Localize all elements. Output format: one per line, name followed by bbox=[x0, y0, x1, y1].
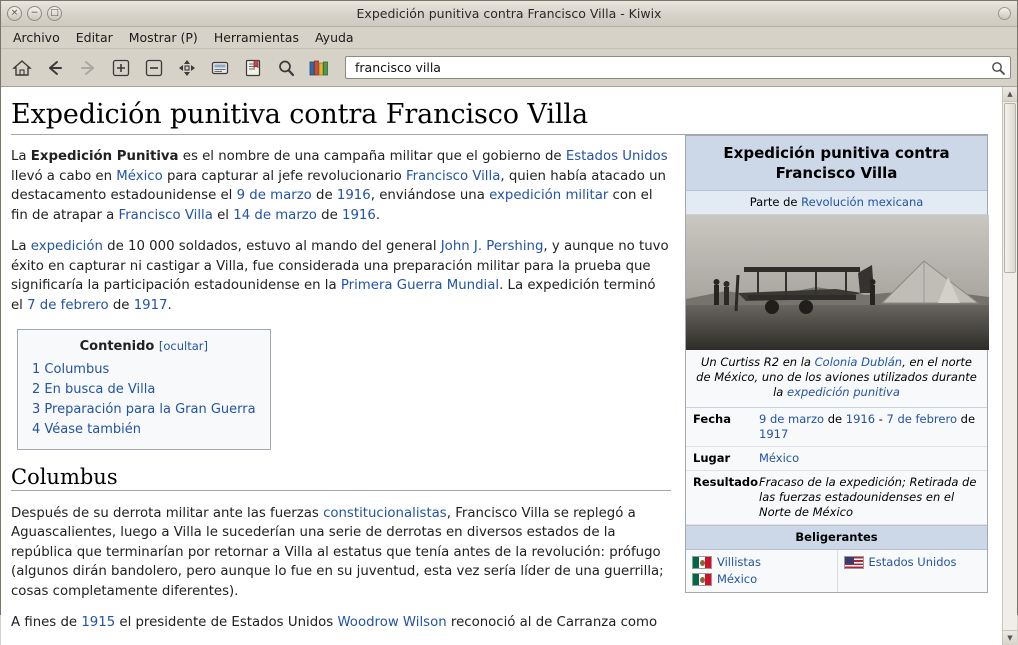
toc-link-en-busca-de-villa[interactable] bbox=[32, 382, 155, 397]
search-input-icon[interactable] bbox=[990, 60, 1006, 76]
table-of-contents bbox=[17, 329, 271, 450]
paragraph-columbus-1 bbox=[11, 504, 671, 602]
infobox-value-fecha bbox=[756, 408, 987, 446]
toc-item-label: En busca de Villa bbox=[44, 382, 156, 397]
toc-link-vease-tambien[interactable] bbox=[32, 422, 141, 437]
home-icon[interactable] bbox=[7, 53, 37, 83]
back-arrow-icon[interactable] bbox=[40, 53, 70, 83]
lead-term: Expedición Punitiva bbox=[30, 149, 179, 164]
infobox-side-right bbox=[837, 550, 988, 592]
infobox-image bbox=[686, 215, 987, 350]
belligerent-entry bbox=[844, 555, 982, 570]
bookmark-icon[interactable] bbox=[238, 53, 268, 83]
toc-item-number: 3 bbox=[32, 402, 41, 417]
fullscreen-icon[interactable] bbox=[172, 53, 202, 83]
paragraph-intro-2 bbox=[11, 237, 671, 315]
search-box[interactable] bbox=[345, 56, 1011, 79]
infobox-title: Expedición punitiva contra Francisco Villa bbox=[686, 136, 987, 191]
vertical-scrollbar[interactable] bbox=[1002, 87, 1017, 645]
article-page bbox=[1, 87, 1002, 645]
link-woodrow-wilson[interactable]: Woodrow Wilson bbox=[337, 615, 447, 630]
search-toolbar-icon[interactable] bbox=[271, 53, 301, 83]
scroll-thumb[interactable] bbox=[1004, 103, 1016, 273]
text: La bbox=[11, 149, 31, 164]
menu-ayuda[interactable] bbox=[307, 27, 362, 48]
paragraph-intro-1 bbox=[11, 147, 671, 225]
toc-item bbox=[32, 420, 256, 439]
link-fecha-fin-dia[interactable]: 7 de febrero bbox=[886, 412, 957, 426]
link-john-j-pershing[interactable]: John J. Pershing bbox=[440, 239, 544, 254]
link-francisco-villa-2[interactable]: Francisco Villa bbox=[118, 207, 213, 223]
text: de bbox=[311, 188, 337, 203]
infobox-label-resultado: Resultado bbox=[693, 475, 759, 489]
menu-mostrar[interactable] bbox=[121, 27, 206, 48]
text: de bbox=[108, 297, 134, 313]
toc-item bbox=[32, 400, 256, 419]
minimize-window-button[interactable]: − bbox=[27, 6, 42, 21]
toc-item-number: 1 bbox=[32, 362, 41, 377]
text: , y aunque no tuvo éxito en capturar ni castigar a Villa, fue considerada una preparación militar para la prueba que significaría la participación estadounidense en la bbox=[11, 239, 669, 293]
text: de bbox=[957, 412, 976, 426]
maximize-window-button[interactable]: □ bbox=[47, 6, 62, 21]
infobox-row-fecha bbox=[686, 408, 987, 447]
infobox bbox=[685, 135, 988, 593]
text: , Francisco Villa se replegó a Aguascalientes, luego a Villa le sucederían una serie de derrotas en diversos estados de la república que terminarían por retornar a Villa al estatus que tenía antes de la revolución: prófugo (algunos dirán bandolero, pero aunque lo fue en su juventud, esta vez sería líder de una guerrilla; cosas completamente diferentes). bbox=[11, 505, 664, 599]
link-mexico[interactable]: México bbox=[116, 168, 163, 184]
link-fecha-inicio-anio[interactable]: 1916 bbox=[845, 412, 876, 426]
belligerent-entry bbox=[692, 555, 831, 570]
menu-mostrar-label: Mostrar (P) bbox=[128, 30, 198, 45]
article-body bbox=[11, 147, 671, 645]
text: . La expedición terminó el bbox=[11, 278, 656, 313]
infobox-label-fecha: Fecha bbox=[693, 412, 731, 426]
library-icon[interactable] bbox=[304, 53, 334, 83]
scroll-down-button[interactable]: ▼ bbox=[1003, 630, 1017, 645]
section-divider bbox=[11, 490, 671, 491]
infobox-value-resultado: Fracaso de la expedición; Retirada de las fuerzas estadounidenses en el Norte de México bbox=[759, 475, 977, 519]
link-1916-2[interactable]: 1916 bbox=[342, 207, 376, 223]
text: , enviándose una bbox=[370, 188, 490, 203]
paragraph-columbus-2 bbox=[11, 613, 671, 633]
infobox-subtitle-prefix: Parte de bbox=[749, 195, 802, 209]
title-bar bbox=[1, 1, 1017, 27]
infobox-belligerents bbox=[686, 550, 987, 592]
link-mexico-beligerante[interactable]: México bbox=[717, 572, 758, 586]
toc-item bbox=[32, 360, 256, 379]
text: . bbox=[375, 207, 381, 223]
text: es el nombre de una campaña militar que el gobierno de bbox=[178, 149, 566, 164]
scroll-up-button[interactable]: ▲ bbox=[1003, 87, 1017, 102]
infobox-side-left bbox=[686, 550, 837, 592]
link-constitucionalistas[interactable]: constitucionalistas bbox=[323, 505, 447, 521]
window-controls bbox=[7, 6, 62, 21]
infobox-belligerents-header: Beligerantes bbox=[686, 525, 987, 550]
text: de 10 000 soldados, estuvo al mando del general bbox=[102, 239, 441, 254]
menu-editar-label: Editar bbox=[75, 30, 113, 45]
random-article-icon[interactable] bbox=[205, 53, 235, 83]
menu-archivo-label: Archivo bbox=[13, 30, 60, 45]
link-villistas[interactable]: Villistas bbox=[717, 555, 761, 569]
link-francisco-villa[interactable]: Francisco Villa bbox=[405, 168, 501, 184]
text: , en el norte de México, uno de los aviones utilizados durante la bbox=[696, 355, 977, 399]
text: - bbox=[875, 412, 887, 426]
toc-item-number: 4 bbox=[32, 422, 41, 437]
link-expedicion-punitiva[interactable]: expedición punitiva bbox=[787, 385, 900, 399]
search-input[interactable] bbox=[353, 59, 990, 76]
link-9-de-marzo[interactable]: 9 de marzo bbox=[236, 188, 312, 203]
link-7-de-febrero[interactable]: 7 de febrero bbox=[27, 297, 109, 313]
link-fecha-fin-anio[interactable]: 1917 bbox=[759, 427, 789, 441]
link-1916[interactable]: 1916 bbox=[336, 188, 371, 203]
toc-item bbox=[32, 380, 256, 399]
link-fecha-inicio-dia[interactable]: 9 de marzo bbox=[759, 412, 825, 426]
text: el bbox=[212, 207, 234, 223]
text: llevó a cabo en bbox=[11, 168, 117, 184]
text: para capturar al jefe revolucionario bbox=[162, 168, 406, 184]
text: La bbox=[11, 239, 31, 254]
toolbar bbox=[1, 49, 1017, 87]
menu-bar bbox=[1, 27, 1017, 49]
toc-item-number: 2 bbox=[32, 382, 41, 397]
toc-title bbox=[32, 337, 256, 356]
infobox-label-lugar: Lugar bbox=[693, 451, 731, 465]
page-title: Expedición punitiva contra Francisco Villa bbox=[11, 99, 588, 130]
link-estados-unidos[interactable]: Estados Unidos bbox=[565, 149, 668, 164]
section-heading-columbus: Columbus bbox=[11, 465, 118, 489]
belligerent-entry bbox=[692, 572, 831, 587]
text: de bbox=[824, 412, 846, 426]
infobox-caption bbox=[686, 350, 987, 408]
window-menu-button[interactable] bbox=[998, 7, 1011, 20]
infobox-value-lugar bbox=[756, 447, 806, 470]
infobox-subtitle bbox=[686, 191, 987, 215]
mexico-flag-icon bbox=[692, 573, 712, 586]
link-1915[interactable]: 1915 bbox=[81, 615, 116, 630]
link-expedicion-militar[interactable]: expedición militar bbox=[489, 188, 609, 203]
content-area bbox=[1, 87, 1017, 645]
menu-herramientas[interactable] bbox=[206, 27, 307, 48]
text: reconoció al de Carranza como bbox=[446, 615, 658, 630]
text: A fines de bbox=[11, 615, 82, 630]
infobox-row-lugar bbox=[686, 447, 987, 471]
mexico-flag-icon bbox=[692, 556, 712, 569]
text: Después de su derrota militar ante las fuerzas bbox=[11, 505, 324, 521]
menu-ayuda-label: Ayuda bbox=[314, 30, 354, 45]
text: de bbox=[316, 207, 342, 223]
infobox-row-resultado bbox=[686, 471, 987, 525]
zoom-in-icon[interactable] bbox=[106, 53, 136, 83]
link-revolucion-mexicana[interactable]: Revolución mexicana bbox=[801, 195, 924, 209]
forward-arrow-icon[interactable] bbox=[73, 53, 103, 83]
text: . bbox=[167, 297, 172, 313]
close-window-button[interactable]: × bbox=[7, 6, 22, 21]
toc-link-columbus[interactable] bbox=[32, 362, 109, 377]
text: Un Curtiss R2 en la bbox=[700, 355, 815, 369]
link-colonia-dublan[interactable]: Colonia Dublán bbox=[814, 355, 903, 369]
menu-herramientas-label: Herramientas bbox=[213, 30, 299, 45]
toc-list bbox=[32, 360, 256, 439]
text: con el fin de atrapar a bbox=[11, 188, 653, 223]
link-primera-guerra-mundial[interactable]: Primera Guerra Mundial bbox=[340, 278, 500, 293]
link-lugar-mexico[interactable]: México bbox=[759, 451, 800, 465]
link-expedicion[interactable]: expedición bbox=[30, 239, 103, 254]
toc-item-label: Columbus bbox=[44, 362, 110, 377]
usa-flag-icon bbox=[844, 556, 864, 569]
menu-editar[interactable] bbox=[68, 27, 121, 48]
toc-item-label: Véase también bbox=[44, 422, 142, 437]
toc-item-label: Preparación para la Gran Guerra bbox=[44, 402, 256, 417]
text: el presidente de Estados Unidos bbox=[115, 615, 338, 630]
toc-hide-link[interactable]: [ocultar] bbox=[158, 339, 208, 353]
zoom-out-icon[interactable] bbox=[139, 53, 169, 83]
text: , quien había atacado un destacamento estadounidense el bbox=[11, 168, 666, 203]
menu-archivo[interactable] bbox=[5, 27, 68, 48]
link-14-de-marzo[interactable]: 14 de marzo bbox=[233, 207, 317, 223]
link-estados-unidos-beligerante[interactable]: Estados Unidos bbox=[868, 555, 957, 569]
toc-title-label: Contenido bbox=[79, 339, 155, 354]
window-title: Expedición punitiva contra Francisco Villa - Kiwix bbox=[356, 6, 662, 21]
link-1917[interactable]: 1917 bbox=[133, 297, 168, 313]
toc-link-preparacion-gran-guerra[interactable] bbox=[32, 402, 256, 417]
